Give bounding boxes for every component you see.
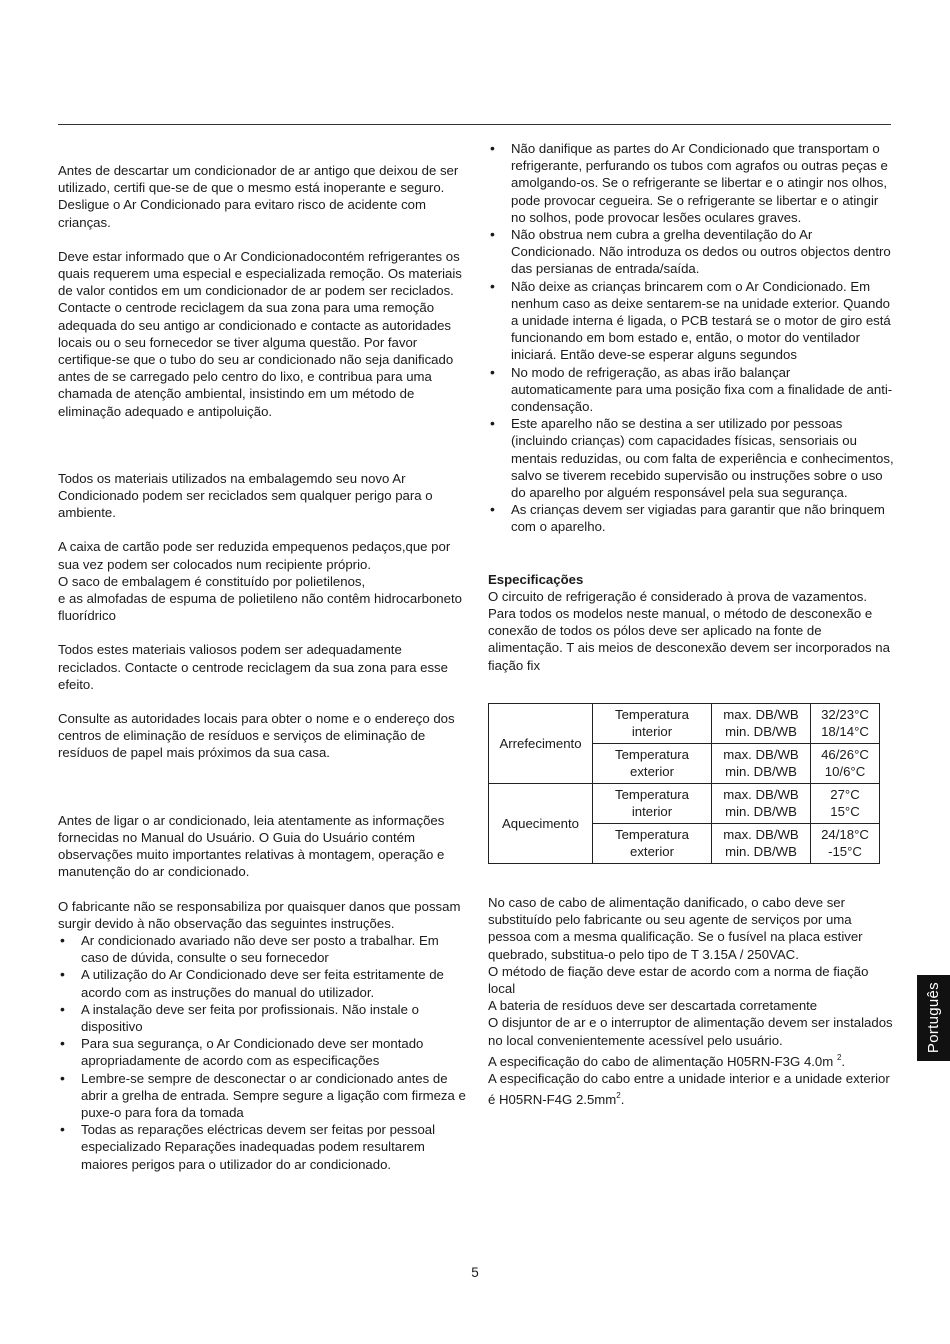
- list-item: • As crianças devem ser vigiadas para garantir que não brinquem com o aparelho.: [488, 501, 894, 535]
- list-item: • Ar condicionado avariado não deve ser posto a trabalhar. Em caso de dúvida, consulte o seu fornecedor: [58, 932, 466, 966]
- packaging-line: e as almofadas de espuma de polietileno não contêm hidrocarboneto fluorídrico: [58, 591, 462, 624]
- list-item: • Não deixe as crianças brincarem com o Ar Condicionado. Em nenhum caso as deixe sentarem-se na unidade exterior. Quando a unidade interna é ligada, o PCB testará se o motor de giro está funcionando em bom estado e, então, o motor do ventilador iniciará. Então deve-se esperar alguns segundos: [488, 278, 894, 364]
- heating-label: Aquecimento: [489, 783, 593, 863]
- language-tab: [917, 975, 950, 1061]
- safety-bullet-list: [58, 932, 466, 1173]
- note-line: A bateria de resíduos deve ser descartada corretamente: [488, 998, 818, 1014]
- disposal-paragraph-2: Deve estar informado que o Ar Condicionadocontém refrigerantes os quais requerem uma especial e especializada remoção. Os materiais de valor contidos em um condicionador de ar podem ser reciclados. Contacte o centrode reciclagem da sua zona para uma remoção adequada do seu antigo ar condicionado e contacte as autoridades locais ou o seu fornecedor se tiver alguma questão. Por favor certifique-se que o tubo do seu ar condicionado não seja danificado antes de se carregado pelo centro do lixo, e contribua para uma chamada de atenção ambiental, insistindo em um método de eliminação adequado e antipoluição.: [58, 248, 462, 419]
- header-rule: [58, 124, 891, 125]
- list-item: • Para sua segurança, o Ar Condicionado deve ser montado apropriadamente de acordo com as especificações: [58, 1035, 466, 1069]
- note-line: A especificação do cabo de alimentação H05RN-F3G 4.0m $^2$.: [488, 1052, 846, 1069]
- note-line: A especificação do cabo entre a unidade interior e a unidade exterior é H05RN-F4G $2.5mm^2$.: [488, 1070, 890, 1108]
- condition-cell: max. DB/WB min. DB/WB: [712, 743, 811, 783]
- list-item: • Todas as reparações eléctricas devem ser feitas por pessoal especializado Reparações inadequadas podem resultarem maiores perigos para o utilizador do ar condicionado.: [58, 1121, 466, 1173]
- condition-cell: max. DB/WB min. DB/WB: [712, 703, 811, 743]
- spec-paragraph-2: Para todos os modelos neste manual, o método de desconexão e conexão de todos os pólos deve ser aplicado na fonte de alimentação. T ais meios de desconexão devem ser incorporados na fiação fix: [488, 606, 890, 673]
- condition-cell: max. DB/WB min. DB/WB: [712, 783, 811, 823]
- packaging-line: O saco de embalagem é constituído por polietilenos,: [58, 573, 366, 589]
- list-item: • Lembre-se sempre de desconectar o ar condicionado antes de abrir a grelha de entrada. Sempre segure a ligação com firmeza e puxe-o para fora da tomada: [58, 1070, 466, 1122]
- packaging-paragraph-4: Consulte as autoridades locais para obter o nome e o endereço dos centros de eliminação de resíduos e serviços de eliminação de resíduos de papel mais próximos da sua casa.: [58, 711, 455, 761]
- spec-paragraph-1: O circuito de refrigeração é considerado à prova de vazamentos.: [488, 588, 867, 604]
- language-tab-label: Português: [925, 982, 942, 1054]
- list-item: • Não danifique as partes do Ar Condicionado que transportam o refrigerante, perfurando os tubos com agrafos ou outras peças e amolgando-os. Se o refrigerante se libertar e o atingir nos olhos, pode provocar cegueira. Se o refrigerante se libertar e o atingir no solhos, pode provocar lesões oculares graves.: [488, 140, 894, 226]
- disposal-paragraph-1: Antes de descartar um condicionador de ar antigo que deixou de ser utilizado, certifi que-se de que o mesmo está inoperante e seguro. Desligue o Ar Condicionado para evitaro risco de acidente com crianças.: [58, 163, 459, 230]
- safety-paragraph-1: Antes de ligar o ar condicionado, leia atentamente as informações fornecidas no Manual do Usuário. O Guia do Usuário contém observações muito importantes relativas à montagem, operação e manutenção do ar condicionado.: [58, 812, 445, 880]
- list-item: • A utilização do Ar Condicionado deve ser feita estritamente de acordo com as instruções do manual do utilizador.: [58, 966, 466, 1000]
- packaging-paragraph-2: [58, 538, 466, 624]
- list-item: • Este aparelho não se destina a ser utilizado por pessoas (incluindo crianças) com capacidades físicas, sensoriais ou mentais reduzidas, ou com falta de experiência e conhecimentos, salvo se tiverem recebido supervisão ou instruções sobre o uso do aparelho por alguém responsável pela sua segurança.: [488, 415, 894, 501]
- location-cell: Temperatura exterior: [593, 823, 712, 863]
- left-column: [58, 162, 466, 1173]
- power-cable-notes: [488, 894, 894, 1108]
- location-cell: Temperatura interior: [593, 703, 712, 743]
- packaging-line: A caixa de cartão pode ser reduzida empequenos pedaços,que por sua vez podem ser colocados num recipiente próprio.: [58, 539, 451, 572]
- list-item: • A instalação deve ser feita por profissionais. Não instale o dispositivo: [58, 1001, 466, 1035]
- value-cell: 24/18°C -15°C: [811, 823, 880, 863]
- value-cell: 46/26°C 10/6°C: [811, 743, 880, 783]
- specifications-heading: Especificações: [488, 571, 584, 587]
- condition-cell: max. DB/WB min. DB/WB: [712, 823, 811, 863]
- list-item: • No modo de refrigeração, as abas irão balançar automaticamente para uma posição fixa com a finalidade de anti-condensação.: [488, 364, 894, 416]
- note-line: O disjuntor de ar e o interruptor de alimentação devem ser instalados no local convenientemente acessível pelo usuário.: [488, 1015, 893, 1048]
- right-column: [488, 140, 894, 1108]
- table-row: [489, 703, 880, 743]
- warning-bullet-list: [488, 140, 894, 536]
- temperature-spec-table: [488, 703, 880, 864]
- value-cell: 27°C 15°C: [811, 783, 880, 823]
- note-line: No caso de cabo de alimentação danificado, o cabo deve ser substituído pelo fabricante ou seu agente de serviços por uma pessoa com a mesma qualificação. Se o fusível na placa estiver quebrado, substitua-o pelo tipo de T 3.15A / 250VAC.: [488, 894, 863, 962]
- value-cell: 32/23°C 18/14°C: [811, 703, 880, 743]
- list-item: • Não obstrua nem cubra a grelha deventilação do Ar Condicionado. Não introduza os dedos ou outros objectos dentro das persianas de entrada/saída.: [488, 226, 894, 278]
- location-cell: Temperatura exterior: [593, 743, 712, 783]
- packaging-paragraph-3: Todos estes materiais valiosos podem ser adequadamente reciclados. Contacte o centrode reciclagem da sua zona para esse efeito.: [58, 642, 448, 692]
- location-cell: Temperatura interior: [593, 783, 712, 823]
- safety-paragraph-2: O fabricante não se responsabiliza por quaisquer danos que possam surgir devido à não observação das seguintes instruções.: [58, 898, 461, 931]
- page-number: 5: [471, 1265, 479, 1280]
- packaging-paragraph-1: Todos os materiais utilizados na embalagemdo seu novo Ar Condicionado podem ser reciclados sem qualquer perigo para o ambiente.: [58, 470, 433, 521]
- table-row: [489, 783, 880, 823]
- cooling-label: Arrefecimento: [489, 703, 593, 783]
- note-line: O método de fiação deve estar de acordo com a norma de fiação local: [488, 963, 869, 996]
